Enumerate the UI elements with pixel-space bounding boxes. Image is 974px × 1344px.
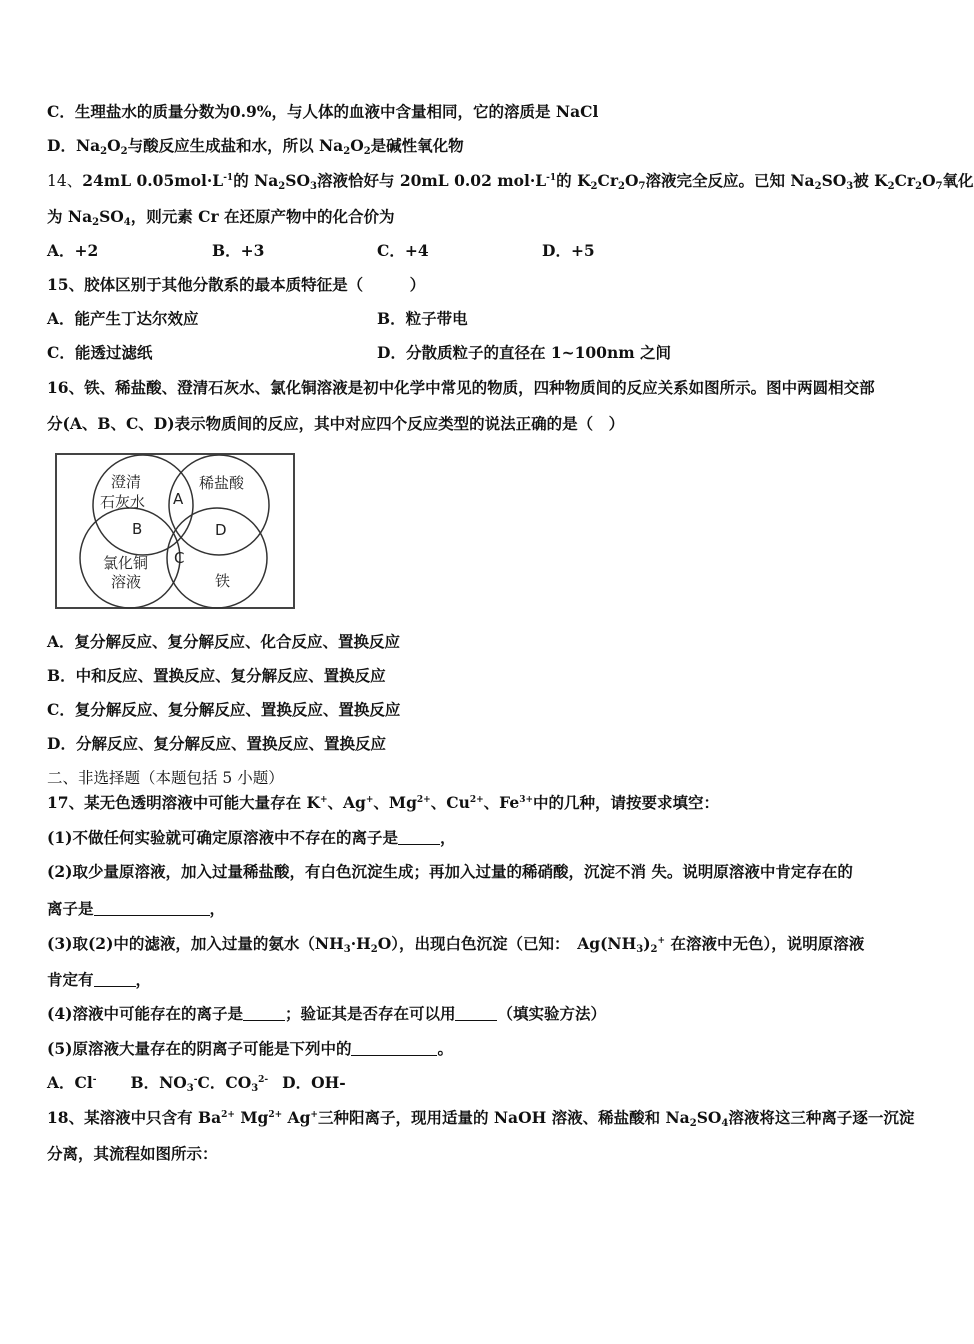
q15-stem: 15、胶体区别于其他分散系的最本质特征是（ ） xyxy=(47,275,426,294)
q16-option-b: B．中和反应、置换反应、复分解反应、置换反应 xyxy=(47,666,386,685)
q14-option-a: A．+2 xyxy=(47,241,99,260)
q17-part2-blank[interactable] xyxy=(94,899,210,916)
q17-part4-blank-2[interactable] xyxy=(455,1004,497,1021)
q17-part3-blank[interactable] xyxy=(94,970,136,987)
venn-region-c: C xyxy=(174,549,185,567)
q17-stem: 17、某无色透明溶液中可能大量存在 K+、Ag+、$Mg^{2+}$、$Cu^{2+}$、$Fe^{3+}$中的几种，请按要求填空： xyxy=(47,793,720,812)
venn-label-cucl2-2: 溶液 xyxy=(111,573,142,591)
venn-label-iron: 铁 xyxy=(215,572,231,590)
q17-part3-line2: 肯定有 ， xyxy=(47,970,152,989)
q17-part1: (1)不做任何实验就可确定原溶液中不存在的离子是 ， xyxy=(47,828,456,847)
venn-diagram xyxy=(55,453,295,609)
q16-stem: 16、铁、稀盐酸、澄清石灰水、氯化铜溶液是初中化学中常见的物质，四种物质间的反应关系如图所示。图中两圆相交部 xyxy=(47,378,875,397)
q17-part5-blank[interactable] xyxy=(351,1039,437,1056)
venn-region-d: D xyxy=(215,521,227,539)
section-2-heading: 二、非选择题（本题包括 5 小题） xyxy=(47,769,284,787)
q17-part4-blank-1[interactable] xyxy=(243,1004,285,1021)
q16-stem-line2: 分(A、B、C、D)表示物质间的反应，其中对应四个反应类型的说法正确的是（ ） xyxy=(47,414,625,433)
venn-label-cucl2-1: 氯化铜 xyxy=(103,554,149,572)
q17-part5: (5)原溶液大量存在的阴离子可能是下列中的 。 xyxy=(47,1039,453,1058)
q13-option-d: D．$Na_2O_2$与酸反应生成盐和水，所以 $Na_2O_2$是碱性氧化物 xyxy=(47,136,464,157)
venn-label-hcl: 稀盐酸 xyxy=(199,474,245,492)
q16-option-a: A．复分解反应、复分解反应、化合反应、置换反应 xyxy=(47,632,401,651)
q14-stem: 14、24mL $0.05mol\cdot L^{-1}$的 $Na_2SO_3$溶液恰好与 20mL 0.02 $mol\cdot L^{-1}$的 $K_2Cr_2O_7$溶液完全反应。已知 $Na_2SO_3$被 $K_2Cr_2O_7$氧化 xyxy=(47,171,974,192)
q17-part3: (3)取(2)中的滤液，加入过量的氨水$(NH_3\cdot H_2O)$，出现白色沉淀（已知： $Ag(NH_3)_2^+$ 在溶液中无色），说明原溶液 xyxy=(47,934,865,955)
q14-option-d: D．+5 xyxy=(542,241,595,260)
q16-option-c: C．复分解反应、复分解反应、置换反应、置换反应 xyxy=(47,700,401,719)
q14-option-b: B．+3 xyxy=(212,241,265,260)
q17-part1-blank[interactable] xyxy=(398,828,440,845)
q15-option-d: D．分散质粒子的直径在 1~100nm 之间 xyxy=(377,343,672,362)
q16-option-d: D．分解反应、复分解反应、置换反应、置换反应 xyxy=(47,734,386,753)
venn-region-b: B xyxy=(132,520,143,538)
venn-label-limewater-1: 澄清 xyxy=(111,473,142,491)
q14-stem-line2: 为 $Na_2SO_4$，则元素 Cr 在还原产物中的化合价为 xyxy=(47,207,395,228)
q13-option-c: C．生理盐水的质量分数为0.9%，与人体的血液中含量相同，它的溶质是 NaCl xyxy=(47,102,599,121)
q15-option-c: C．能透过滤纸 xyxy=(47,343,153,362)
q17-options: A．Cl- B．$NO_3^-C$．$CO_3^{2-}$ D．OH- xyxy=(47,1073,346,1094)
q17-part2-line2: 离子是 ， xyxy=(47,899,226,918)
q14-option-c: C．+4 xyxy=(377,241,429,260)
q15-option-b: B．粒子带电 xyxy=(377,309,468,328)
q17-part2: (2)取少量原溶液，加入过量稀盐酸，有白色沉淀生成；再加入过量的稀硝酸，沉淀不消 失。说明原溶液中肯定存在的 xyxy=(47,862,853,881)
q18-stem: 18、某溶液中只含有 $Ba^{2+}$ $Mg^{2+}$ Ag+三种阳离子，现用适量的 NaOH 溶液、稀盐酸和 $Na_2SO_4$溶液将这三种离子逐一沉淀 xyxy=(47,1108,915,1129)
venn-region-a: A xyxy=(173,490,184,508)
q15-option-a: A．能产生丁达尔效应 xyxy=(47,309,199,328)
q17-part4: (4)溶液中可能存在的离子是 ；验证其是否存在可以用 （填实验方法） xyxy=(47,1004,606,1023)
venn-label-limewater-2: 石灰水 xyxy=(100,493,146,511)
q18-stem-line2: 分离，其流程如图所示： xyxy=(47,1144,218,1163)
